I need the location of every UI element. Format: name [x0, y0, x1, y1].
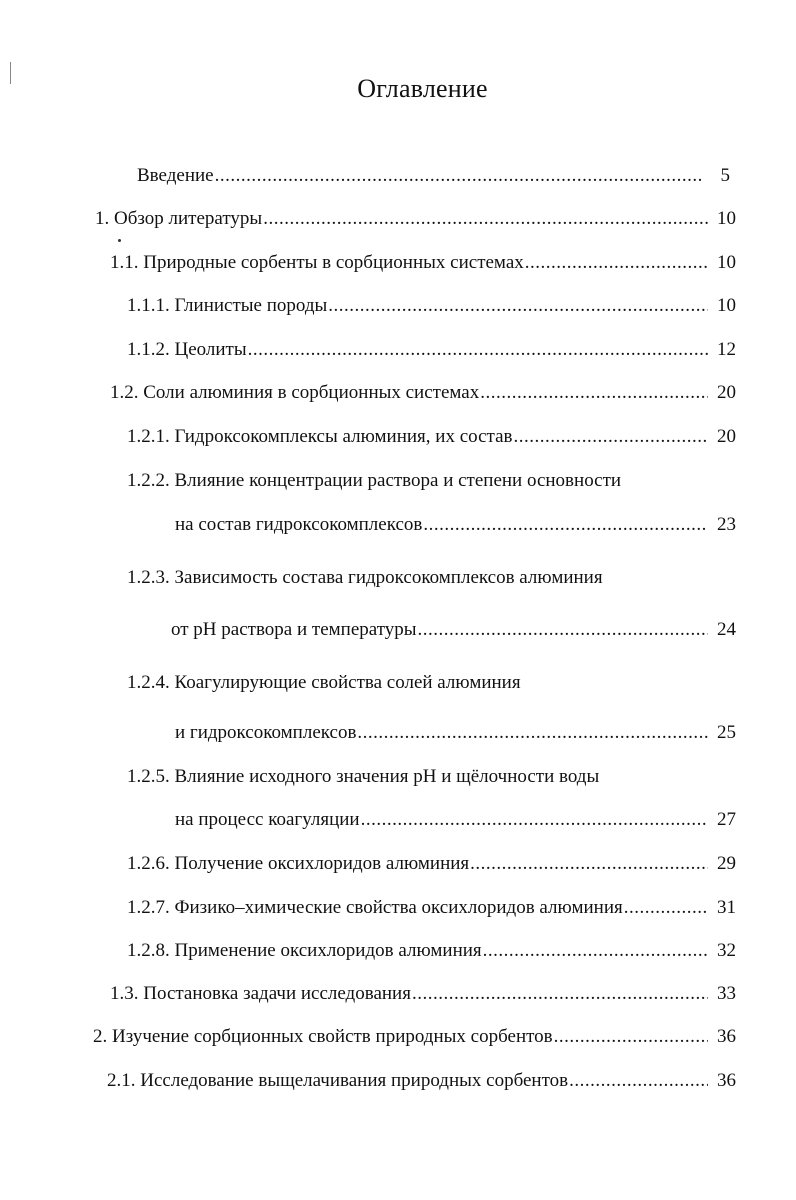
toc-entry-1-1-2[interactable]	[127, 337, 736, 363]
toc-leader-dots	[328, 293, 708, 319]
toc-entry-label: 2. Изучение сорбционных свойств природных сорбентов	[93, 1026, 553, 1047]
toc-entry-label: и гидроксокомплексов	[175, 722, 357, 743]
toc-entry-page: 36	[717, 1070, 736, 1091]
toc-entry-page: 32	[717, 940, 736, 961]
toc-entry-page: 10	[717, 208, 736, 229]
toc-entry-page: 10	[717, 252, 736, 273]
toc-entry-1-2-2[interactable]	[175, 512, 736, 538]
toc-leader-dots	[412, 981, 708, 1007]
toc-entry-page: 12	[717, 339, 736, 360]
page-title: Оглавление	[357, 74, 488, 103]
toc-leader-dots	[248, 337, 708, 363]
toc-leader-dots	[418, 617, 708, 643]
toc-leader-dots	[215, 163, 702, 189]
toc-entry-label: 1.1.1. Глинистые породы	[127, 295, 328, 316]
toc-leader-dots	[423, 512, 708, 538]
toc-leader-dots	[361, 807, 708, 833]
toc-entry-page: 29	[717, 853, 736, 874]
toc-entry-page: 23	[717, 514, 736, 535]
toc-entry-1-2-6[interactable]	[127, 851, 736, 877]
toc-entry-page: 36	[717, 1026, 736, 1047]
toc-entry-page: 20	[717, 426, 736, 447]
toc-entry-1-2-4[interactable]	[175, 720, 736, 746]
toc-entry-label: 1.2. Соли алюминия в сорбционных системах	[110, 382, 480, 403]
toc-entry-label: 1.2.8. Применение оксихлоридов алюминия	[127, 940, 482, 961]
toc-entry-2-1[interactable]	[107, 1068, 736, 1094]
toc-leader-dots	[263, 206, 708, 232]
toc-entry-label: 1. Обзор литературы	[95, 208, 263, 229]
toc-entry-label: от рН раствора и температуры	[171, 619, 417, 640]
toc-entry-page: 33	[717, 983, 736, 1004]
toc-entry-label: 1.2.6. Получение оксихлоридов алюминия	[127, 853, 470, 874]
toc-entry-page: 10	[717, 295, 736, 316]
toc-entry-page: 27	[717, 809, 736, 830]
toc-entry-page: 24	[717, 619, 736, 640]
toc-entry-label: на процесс коагуляции	[175, 809, 360, 830]
toc-entry-page: 31	[717, 897, 736, 918]
toc-leader-dots	[357, 720, 708, 746]
toc-entry-1-1[interactable]	[110, 250, 736, 276]
toc-entry-1-3[interactable]	[110, 981, 736, 1007]
toc-entry-1-2-5[interactable]	[175, 807, 736, 833]
toc-leader-dots	[554, 1024, 708, 1050]
toc-leader-dots	[569, 1068, 708, 1094]
toc-entry-1-2-3[interactable]	[171, 617, 736, 643]
toc-leader-dots	[470, 851, 708, 877]
toc-leader-dots	[480, 380, 708, 406]
toc-entry-1-2-4-heading[interactable]: 1.2.4. Коагулирующие свойства солей алюминия	[127, 672, 521, 693]
toc-entry-1-2-5-heading[interactable]: 1.2.5. Влияние исходного значения рН и щёлочности воды	[127, 766, 600, 787]
toc-entry-label: 1.1.2. Цеолиты	[127, 339, 247, 360]
toc-entry-1-2-8[interactable]	[127, 938, 736, 964]
toc-entry-label: 1.1. Природные сорбенты в сорбционных системах	[110, 252, 524, 273]
toc-entry-page: 20	[717, 382, 736, 403]
toc-entry-2[interactable]	[93, 1024, 736, 1050]
scan-speck	[118, 239, 121, 242]
toc-entry-label: 1.2.1. Гидроксокомплексы алюминия, их состав	[127, 426, 513, 447]
toc-entry-label: 2.1. Исследование выщелачивания природных сорбентов	[107, 1070, 569, 1091]
toc-entry-page: 25	[717, 722, 736, 743]
toc-entry-1-1-1[interactable]	[127, 293, 736, 319]
toc-entry-introduction[interactable]	[137, 163, 730, 189]
toc-entry-label: 1.2.7. Физико–химические свойства оксихлоридов алюминия	[127, 897, 623, 918]
toc-leader-dots	[483, 938, 708, 964]
toc-entry-1-2-3-heading[interactable]: 1.2.3. Зависимость состава гидроксокомплексов алюминия	[127, 567, 603, 588]
toc-leader-dots	[514, 424, 709, 450]
toc-entry-1-2-1[interactable]	[127, 424, 736, 450]
toc-entry-1-2-7[interactable]	[127, 895, 736, 921]
toc-entry-1-2-2-heading[interactable]: 1.2.2. Влияние концентрации раствора и степени основности	[127, 470, 622, 491]
toc-entry-label: 1.3. Постановка задачи исследования	[110, 983, 411, 1004]
toc-leader-dots	[624, 895, 708, 921]
toc-entry-page: 5	[720, 165, 730, 186]
toc-entry-label: на состав гидроксокомплексов	[175, 514, 423, 535]
toc-entry-label: Введение	[137, 165, 214, 186]
toc-entry-1[interactable]	[95, 206, 736, 232]
toc-leader-dots	[525, 250, 708, 276]
toc-entry-1-2[interactable]	[110, 380, 736, 406]
